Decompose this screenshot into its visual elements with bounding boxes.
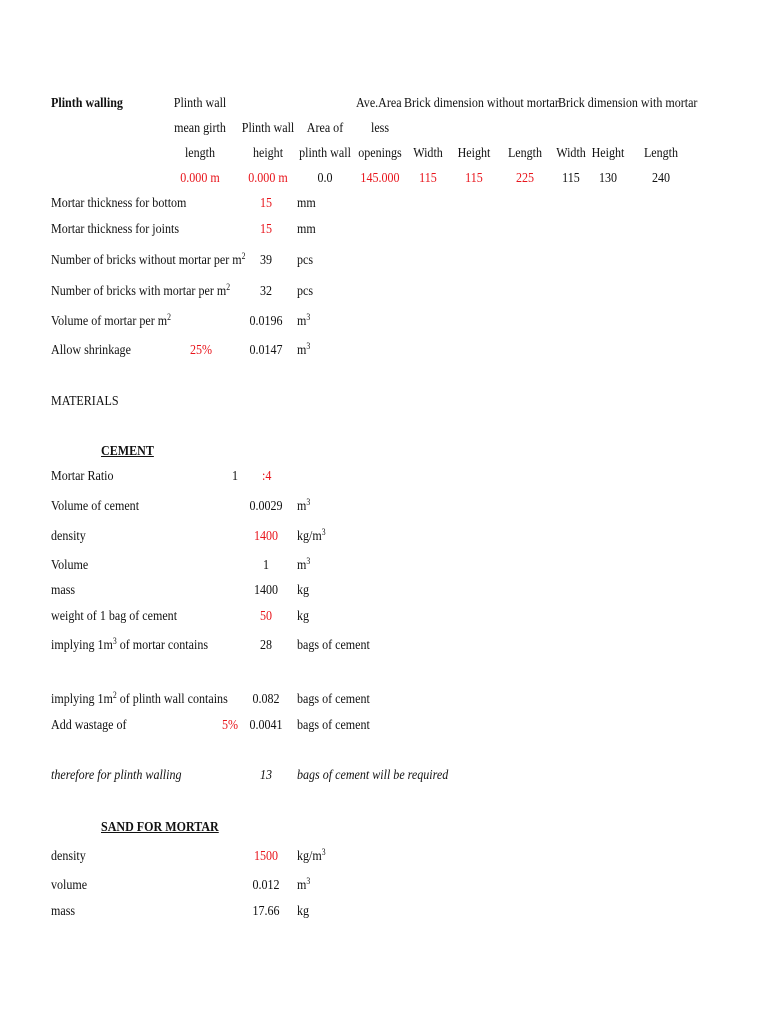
volume-mortar-value: 0.0196 <box>249 314 283 329</box>
section-title: Plinth walling <box>51 96 123 111</box>
bricks-with-value: 32 <box>259 284 273 299</box>
length-with-value: 240 <box>651 171 671 186</box>
height-col-header-1: Height <box>457 146 491 161</box>
length-header-2: Length <box>643 146 679 161</box>
sand-mass-label: mass <box>51 904 76 919</box>
cement-volume-unit-label: Volume <box>51 558 89 573</box>
sand-heading: SAND FOR MORTAR <box>101 820 219 835</box>
joints-thickness-unit: mm <box>297 222 316 237</box>
sand-mass-unit: kg <box>297 904 310 919</box>
sand-volume-value: 0.012 <box>252 878 280 893</box>
height-with-value: 130 <box>598 171 618 186</box>
openings-header-2: less <box>370 121 390 136</box>
area-value: 0.0 <box>317 171 333 186</box>
cubed-sup: 3 <box>306 497 311 507</box>
shrinkage-unit: $m^3$ <box>297 341 311 358</box>
brick-without-header: Brick dimension without mortar <box>404 96 559 111</box>
volume-mortar-unit: $m^3$ <box>297 312 311 329</box>
bag-weight-value[interactable]: 50 <box>259 609 273 624</box>
mortar-ratio-a: 1 <box>231 469 238 484</box>
openings-value[interactable]: 145.000 <box>360 171 400 186</box>
wastage-value: 0.0041 <box>249 718 283 733</box>
bag-weight-unit: kg <box>297 609 310 624</box>
cement-heading: CEMENT <box>101 444 154 459</box>
length-header-1: Length <box>507 146 543 161</box>
brick-with-header: Brick dimension with mortar <box>558 96 698 111</box>
bricks-without-unit: pcs <box>297 253 314 268</box>
squared-sup: 2 <box>167 312 172 322</box>
openings-header-3: openings <box>358 146 402 161</box>
wastage-label: Add wastage of <box>51 718 127 733</box>
shrinkage-value: 0.0147 <box>249 343 283 358</box>
height-col-header-2: Height <box>591 146 625 161</box>
sand-volume-unit: $m^3$ <box>297 876 311 893</box>
girth-header-1: Plinth wall <box>173 96 227 111</box>
shrinkage-percent[interactable]: 25% <box>189 343 213 358</box>
openings-header-1: Ave.Area <box>356 96 402 111</box>
implying-mortar-label: implying $1m^3$ of mortar contains <box>51 636 209 653</box>
cubed-sup: 3 <box>306 556 311 566</box>
wastage-unit: bags of cement <box>297 718 370 733</box>
cement-volume-unit-value: 1 <box>262 558 270 573</box>
bricks-with-label: Number of bricks with mortar per $m^2$ <box>51 282 231 299</box>
therefore-label: therefore for plinth walling <box>51 768 182 783</box>
mortar-ratio-label: Mortar Ratio <box>51 469 114 484</box>
volume-mortar-label: Volume of mortar per $m^2$ <box>51 312 172 329</box>
cement-mass-value: 1400 <box>253 583 279 598</box>
bottom-thickness-unit: mm <box>297 196 316 211</box>
cement-density-unit: $kg/m^3$ <box>297 527 326 544</box>
bricks-without-value: 39 <box>259 253 273 268</box>
cement-mass-unit: kg <box>297 583 310 598</box>
height-value[interactable]: 0.000 m <box>248 171 288 186</box>
cement-volume-label: Volume of cement <box>51 499 140 514</box>
cement-volume-unit-unit: $m^3$ <box>297 556 311 573</box>
therefore-unit: bags of cement will be required <box>297 768 449 783</box>
cement-mass-label: mass <box>51 583 76 598</box>
sand-density-unit: $kg/m^3$ <box>297 847 326 864</box>
width-header-1: Width <box>413 146 443 161</box>
width-without-value[interactable]: 115 <box>419 171 437 186</box>
cement-volume-value: 0.0029 <box>249 499 283 514</box>
implying-wall-value: 0.082 <box>252 692 280 707</box>
implying-wall-unit: bags of cement <box>297 692 370 707</box>
wastage-percent[interactable]: 5% <box>221 718 238 733</box>
height-without-value[interactable]: 115 <box>465 171 483 186</box>
squared-sup: 2 <box>112 690 117 700</box>
implying-wall-label: implying $1m^2$ of plinth wall contains <box>51 690 228 707</box>
implying-mortar-value: 28 <box>259 638 273 653</box>
shrinkage-label: Allow shrinkage <box>51 343 131 358</box>
area-header-2: plinth wall <box>299 146 351 161</box>
sand-density-label: density <box>51 849 86 864</box>
mortar-ratio-b[interactable]: :4 <box>262 469 272 484</box>
bottom-thickness-value[interactable]: 15 <box>259 196 273 211</box>
girth-value[interactable]: 0.000 m <box>180 171 220 186</box>
cubed-sup: 3 <box>321 527 326 537</box>
width-header-2: Width <box>556 146 586 161</box>
sand-volume-label: volume <box>51 878 88 893</box>
height-header-2: height <box>252 146 284 161</box>
squared-sup: 2 <box>226 282 231 292</box>
cubed-sup: 3 <box>112 636 117 646</box>
materials-heading: MATERIALS <box>51 394 119 409</box>
width-with-value: 115 <box>562 171 580 186</box>
cubed-sup: 3 <box>306 876 311 886</box>
implying-mortar-unit: bags of cement <box>297 638 370 653</box>
therefore-value: 13 <box>259 768 273 783</box>
joints-thickness-label: Mortar thickness for joints <box>51 222 180 237</box>
bricks-without-label: Number of bricks without mortar per $m^2$ <box>51 251 246 268</box>
height-header-1: Plinth wall <box>241 121 295 136</box>
cubed-sup: 3 <box>321 847 326 857</box>
cement-density-value[interactable]: 1400 <box>253 529 279 544</box>
cubed-sup: 3 <box>306 341 311 351</box>
bottom-thickness-label: Mortar thickness for bottom <box>51 196 187 211</box>
squared-sup: 2 <box>241 251 246 261</box>
area-header-1: Area of <box>306 121 344 136</box>
cement-density-label: density <box>51 529 86 544</box>
girth-header-2: mean girth <box>174 121 226 136</box>
length-without-value[interactable]: 225 <box>515 171 535 186</box>
girth-header-3: length <box>184 146 216 161</box>
cubed-sup: 3 <box>306 312 311 322</box>
cement-volume-unit: $m^3$ <box>297 497 311 514</box>
bricks-with-unit: pcs <box>297 284 314 299</box>
sand-mass-value: 17.66 <box>252 904 280 919</box>
joints-thickness-value[interactable]: 15 <box>259 222 273 237</box>
sand-density-value[interactable]: 1500 <box>253 849 279 864</box>
bag-weight-label: weight of 1 bag of cement <box>51 609 178 624</box>
